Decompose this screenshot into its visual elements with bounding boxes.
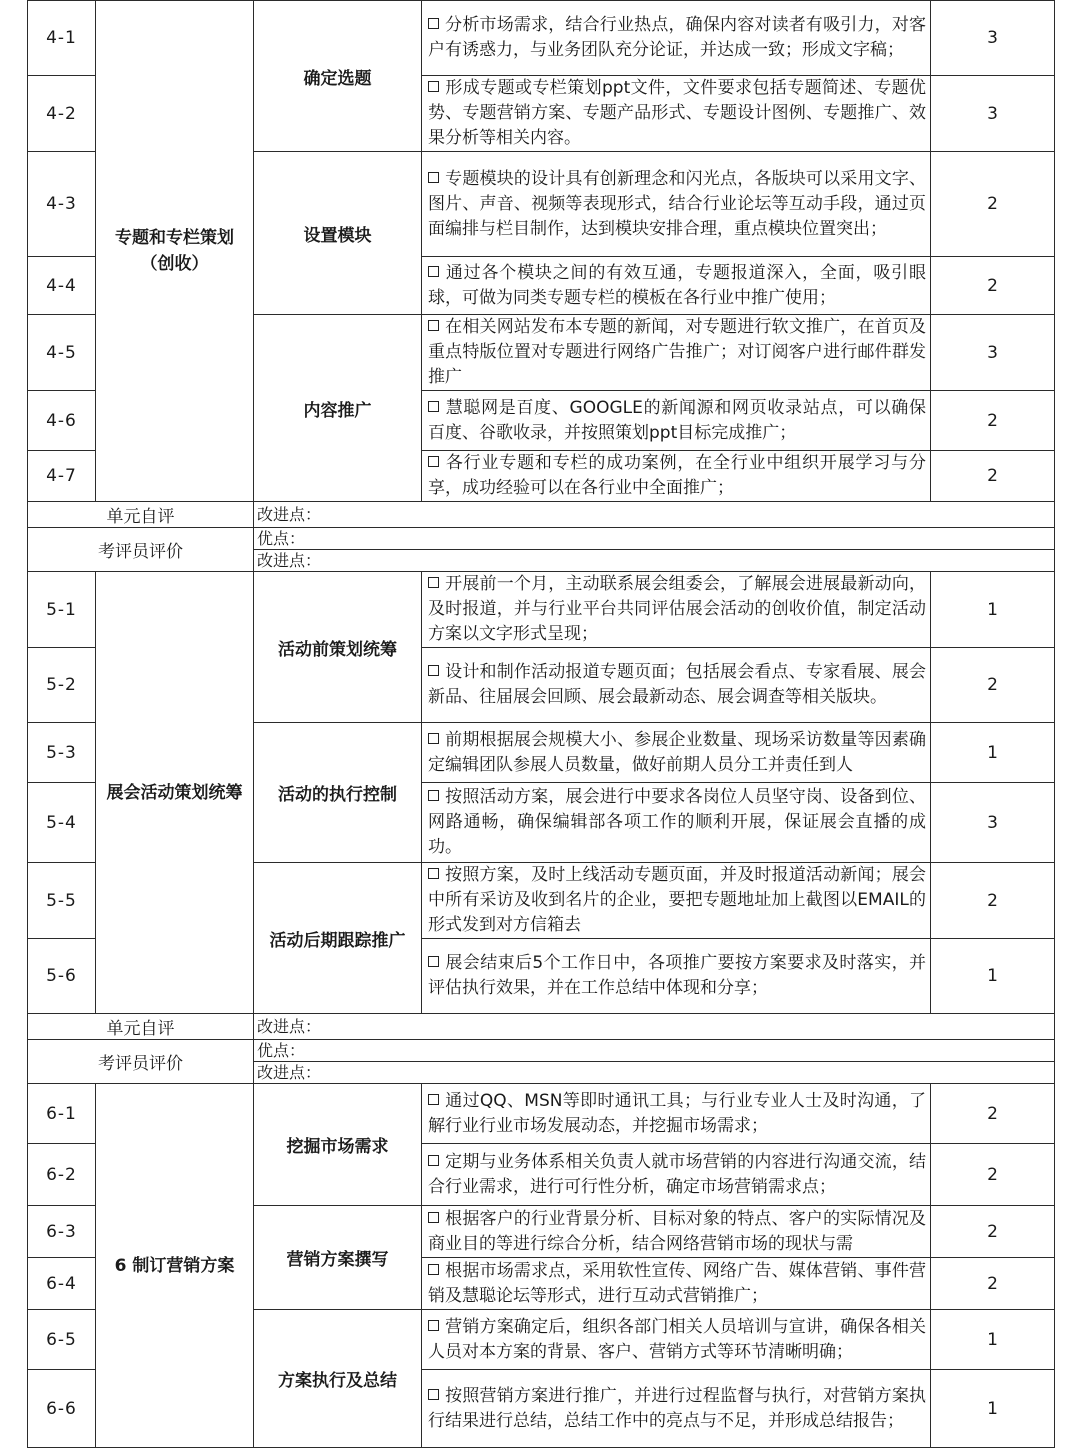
item-description: 按照活动方案，展会进行中要求各岗位人员坚守岗、设备到位、网路通畅，确保编辑部各项工作的顺利开展，保证展会直播的成功。 (422, 783, 931, 863)
item-score: 2 (931, 1084, 1055, 1144)
improve-field[interactable]: 改进点： (254, 1062, 1055, 1084)
examiner-eval-label: 考评员评价 (28, 1040, 254, 1084)
sub-item-title: 设置模块 (254, 152, 422, 315)
row-code: 6-3 (28, 1206, 96, 1258)
row-code: 4-7 (28, 451, 96, 502)
row-code: 6-1 (28, 1084, 96, 1144)
row-code: 6-2 (28, 1144, 96, 1206)
item-score: 2 (931, 1258, 1055, 1310)
item-description: 专题模块的设计具有创新理念和闪光点，各版块可以采用文字、图片、声音、视频等表现形式，结合行业论坛等互动手段，通过页面编排与栏目制作，达到模块安排合理，重点模块位置突出； (422, 152, 931, 257)
sub-item-title: 确定选题 (254, 1, 422, 152)
row-code: 4-6 (28, 391, 96, 451)
checkbox-icon (428, 790, 439, 801)
item-description: 定期与业务体系相关负责人就市场营销的内容进行沟通交流，结合行业需求，进行可行性分析，确定市场营销需求点； (422, 1144, 931, 1206)
item-description: 通过各个模块之间的有效互通，专题报道深入，全面，吸引眼球，可做为同类专题专栏的模板在各行业中推广使用； (422, 257, 931, 315)
item-score: 2 (931, 863, 1055, 939)
sub-item-title: 活动前策划统筹 (254, 572, 422, 723)
sub-item-title: 方案执行及总结 (254, 1310, 422, 1448)
item-description: 慧聪网是百度、GOOGLE的新闻源和网页收录站点，可以确保百度、谷歌收录，并按照策划ppt目标完成推广； (422, 391, 931, 451)
checkbox-icon (428, 1389, 439, 1400)
examiner-eval-label: 考评员评价 (28, 528, 254, 572)
item-score: 2 (931, 1144, 1055, 1206)
item-score: 1 (931, 723, 1055, 783)
row-code: 5-2 (28, 648, 96, 723)
item-score: 1 (931, 939, 1055, 1014)
table-row (28, 1084, 1055, 1144)
merit-field[interactable]: 优点： (254, 1040, 1055, 1062)
table-row (28, 572, 1055, 648)
item-score: 2 (931, 391, 1055, 451)
item-score: 2 (931, 451, 1055, 502)
sub-item-title: 营销方案撰写 (254, 1206, 422, 1310)
row-code: 4-5 (28, 315, 96, 391)
checkbox-icon (428, 18, 439, 29)
self-eval-row (28, 1014, 1055, 1040)
row-code: 5-4 (28, 783, 96, 863)
checkbox-icon (428, 665, 439, 676)
item-score: 1 (931, 572, 1055, 648)
row-code: 6-5 (28, 1310, 96, 1370)
examiner-eval-row (28, 528, 1055, 550)
item-score: 2 (931, 1206, 1055, 1258)
row-code: 4-3 (28, 152, 96, 257)
item-description: 根据客户的行业背景分析、目标对象的特点、客户的实际情况及商业目的等进行综合分析，结合网络营销市场的现状与需 (422, 1206, 931, 1258)
row-code: 5-6 (28, 939, 96, 1014)
row-code: 5-1 (28, 572, 96, 648)
item-score: 3 (931, 76, 1055, 152)
section-title-line1: 专题和专栏策划 (115, 228, 234, 248)
item-description: 根据市场需求点，采用软性宣传、网络广告、媒体营销、事件营销及慧聪论坛等形式，进行互动式营销推广； (422, 1258, 931, 1310)
self-eval-label: 单元自评 (28, 502, 254, 528)
item-description: 展会结束后5个工作日中，各项推广要按方案要求及时落实，并评估执行效果，并在工作总结中体现和分享； (422, 939, 931, 1014)
checkbox-icon (428, 320, 439, 331)
item-description: 形成专题或专栏策划ppt文件，文件要求包括专题简述、专题优势、专题营销方案、专题产品形式、专题设计图例、专题推广、效果分析等相关内容。 (422, 76, 931, 152)
row-code: 4-1 (28, 1, 96, 76)
section-title: 展会活动策划统筹 (96, 572, 254, 1014)
checkbox-icon (428, 733, 439, 744)
checkbox-icon (428, 1320, 439, 1331)
self-eval-row (28, 502, 1055, 528)
item-description: 设计和制作活动报道专题页面；包括展会看点、专家看展、展会新品、往届展会回顾、展会最新动态、展会调查等相关版块。 (422, 648, 931, 723)
item-description: 营销方案确定后，组织各部门相关人员培训与宣讲，确保各相关人员对本方案的背景、客户、营销方式等环节清晰明确； (422, 1310, 931, 1370)
item-score: 3 (931, 315, 1055, 391)
improve-field[interactable]: 改进点： (254, 1014, 1055, 1040)
item-description: 通过QQ、MSN等即时通讯工具；与行业专业人士及时沟通，了解行业行业市场发展动态，并挖掘市场需求； (422, 1084, 931, 1144)
sub-item-title: 活动的执行控制 (254, 723, 422, 863)
item-description: 开展前一个月，主动联系展会组委会，了解展会进展最新动向，及时报道，并与行业平台共同评估展会活动的创收价值，制定活动方案以文字形式呈现； (422, 572, 931, 648)
item-score: 2 (931, 257, 1055, 315)
checkbox-icon (428, 868, 439, 879)
self-eval-label: 单元自评 (28, 1014, 254, 1040)
row-code: 4-2 (28, 76, 96, 152)
checkbox-icon (428, 401, 439, 412)
section-title-line2: （创收） (140, 254, 209, 274)
row-code: 5-3 (28, 723, 96, 783)
table-row (28, 1, 1055, 76)
checkbox-icon (428, 956, 439, 967)
checkbox-icon (428, 266, 439, 277)
item-score: 1 (931, 1310, 1055, 1370)
row-code: 6-4 (28, 1258, 96, 1310)
section-title (96, 1, 254, 502)
checkbox-icon (428, 456, 439, 467)
sub-item-title: 活动后期跟踪推广 (254, 863, 422, 1014)
item-score: 2 (931, 152, 1055, 257)
examiner-eval-row (28, 1040, 1055, 1062)
checkbox-icon (428, 172, 439, 183)
evaluation-table (27, 0, 1055, 1448)
item-description: 分析市场需求，结合行业热点，确保内容对读者有吸引力，对客户有诱惑力，与业务团队充分论证，并达成一致；形成文字稿； (422, 1, 931, 76)
item-description: 按照营销方案进行推广，并进行过程监督与执行，对营销方案执行结果进行总结，总结工作中的亮点与不足，并形成总结报告； (422, 1370, 931, 1448)
item-score: 3 (931, 783, 1055, 863)
section-title: 6 制订营销方案 (96, 1084, 254, 1448)
row-code: 5-5 (28, 863, 96, 939)
sub-item-title: 内容推广 (254, 315, 422, 502)
checkbox-icon (428, 1155, 439, 1166)
checkbox-icon (428, 81, 439, 92)
improve-field[interactable]: 改进点： (254, 550, 1055, 572)
checkbox-icon (428, 577, 439, 588)
checkbox-icon (428, 1264, 439, 1275)
item-description: 按照方案，及时上线活动专题页面，并及时报道活动新闻；展会中所有采访及收到名片的企业，要把专题地址加上截图以EMAIL的形式发到对方信箱去 (422, 863, 931, 939)
sub-item-title: 挖掘市场需求 (254, 1084, 422, 1206)
improve-field[interactable]: 改进点： (254, 502, 1055, 528)
item-description: 在相关网站发布本专题的新闻，对专题进行软文推广，在首页及重点特版位置对专题进行网络广告推广；对订阅客户进行邮件群发推广 (422, 315, 931, 391)
item-score: 3 (931, 1, 1055, 76)
merit-field[interactable]: 优点： (254, 528, 1055, 550)
row-code: 4-4 (28, 257, 96, 315)
row-code: 6-6 (28, 1370, 96, 1448)
checkbox-icon (428, 1212, 439, 1223)
checkbox-icon (428, 1094, 439, 1105)
item-score: 2 (931, 648, 1055, 723)
item-score: 1 (931, 1370, 1055, 1448)
item-description: 各行业专题和专栏的成功案例，在全行业中组织开展学习与分享，成功经验可以在各行业中全面推广； (422, 451, 931, 502)
item-description: 前期根据展会规模大小、参展企业数量、现场采访数量等因素确定编辑团队参展人员数量，做好前期人员分工并责任到人 (422, 723, 931, 783)
